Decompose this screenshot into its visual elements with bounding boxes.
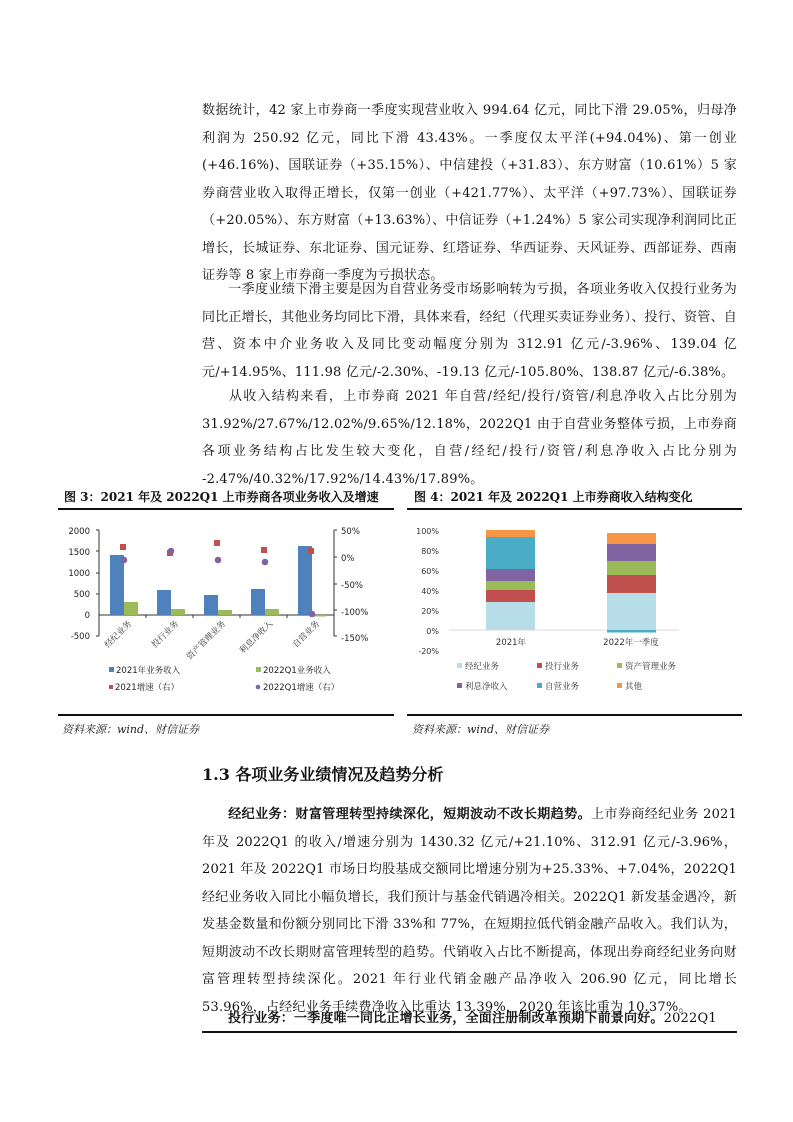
svg-text:资产管理业务: 资产管理业务: [184, 619, 229, 663]
paragraph-text: 2022Q1: [663, 1011, 717, 1026]
svg-text:2021增速（右）: 2021增速（右）: [115, 683, 180, 693]
svg-text:2022Q1业务收入: 2022Q1业务收入: [263, 666, 331, 676]
svg-text:0%: 0%: [341, 554, 355, 564]
svg-text:利息净收入: 利息净收入: [237, 619, 276, 657]
figure-3-top-rule: [58, 508, 394, 510]
svg-text:利息净收入: 利息净收入: [465, 682, 508, 692]
right-axis-labels: [341, 527, 368, 644]
svg-text:60%: 60%: [421, 567, 439, 576]
figure-4-legend: [457, 661, 677, 692]
figure-3-legend: [109, 665, 339, 693]
svg-text:-50%: -50%: [341, 581, 363, 591]
paragraph-market-overview: 数据统计，42 家上市券商一季度实现营业收入 994.64 亿元，同比下滑 29.05%，归母净利润为 250.92 亿元，同比下滑 43.43%。一季度仅太平洋(+94.04%)、第一创业(+46.16%)、国联证券（+35.15%）、中信建投（+31.83）、东方财富（10.61%）5 家券商营业收入取得正增长，仅第一创业（+421.77%）、太平洋（+97.73%）、国联证券（+20.05%）、东方财富（+13.63%）、中信证券（+1.24%）5 家公司实现净利润同比正增长，长城证券、东北证券、国元证券、红塔证券、华西证券、天风证券、西部证券、西南证券等 8 家上市券商一季度为亏损状态。: [202, 103, 737, 283]
y-axis-labels: [416, 527, 439, 656]
svg-text:资产管理业务: 资产管理业务: [625, 662, 677, 672]
svg-text:40%: 40%: [421, 587, 439, 596]
paragraph-revenue-structure: [202, 383, 737, 493]
svg-text:2000: 2000: [68, 527, 90, 537]
svg-text:80%: 80%: [421, 547, 439, 556]
paragraph-lead-bold: 投行业务：一季度唯一同比正增长业务，全面注册制改革预期下前景向好。: [228, 1011, 664, 1026]
figure-3-chart: [58, 520, 398, 705]
svg-text:2022年一季度: 2022年一季度: [603, 638, 659, 648]
svg-text:20%: 20%: [421, 607, 439, 616]
paragraph-text: 一季度业绩下滑主要是因为自营业务受市场影响转为亏损，各项业务收入仅投行业务为同比正增长，其他业务均同比下滑，具体来看，经纪（代理买卖证券业务）、投行、资管、自营、资本中介业务收入及同比变动幅度分别为 312.91 亿元/-3.96%、139.04 亿元/+14.95%、111.98 亿元/-2.30%、-19.13 亿元/-105.80%、138.87 亿元/-6.38%。: [202, 282, 737, 380]
svg-text:-150%: -150%: [341, 634, 369, 644]
figure-3-source: 资料来源：wind、财信证券: [62, 723, 200, 736]
paragraph-investment-banking: [202, 1005, 737, 1033]
figure-4-bottom-rule: [407, 714, 742, 716]
figure-3-title: 图 3：2021 年及 2022Q1 上市券商各项业务收入及增速: [64, 490, 379, 504]
figure-4-source: 资料来源：wind、财信证券: [412, 723, 550, 736]
svg-text:投行业务: 投行业务: [149, 619, 182, 651]
svg-text:2021年: 2021年: [495, 638, 527, 648]
svg-text:自营业务: 自营业务: [545, 682, 580, 692]
svg-text:0: 0: [84, 611, 90, 621]
left-axis-labels: [68, 527, 90, 642]
page-bottom-rule: [202, 1031, 737, 1033]
svg-text:1000: 1000: [68, 569, 90, 579]
svg-text:100%: 100%: [416, 527, 439, 536]
section-title: 1.3 各项业务业绩情况及趋势分析: [202, 765, 444, 784]
svg-text:-500: -500: [70, 632, 90, 642]
svg-text:2021年业务收入: 2021年业务收入: [116, 666, 181, 676]
x-axis-labels: [496, 637, 659, 648]
paragraph-text: 从收入结构来看，上市券商 2021 年自营/经纪/投行/资管/利息净收入占比分别为 31.92%/27.67%/12.02%/9.65%/12.18%，2022Q1 由于自营业务整体亏损，上市券商各项业务结构占比发生较大变化，自营/经纪/投行/资管/利息净收入占比分别为 -2.47%/40.32%/17.92%/14.43%/17.89%。: [202, 389, 737, 487]
svg-text:-100%: -100%: [341, 608, 369, 618]
svg-text:自营业务: 自营业务: [290, 619, 323, 651]
svg-text:0%: 0%: [426, 627, 439, 636]
svg-text:-20%: -20%: [418, 647, 439, 656]
svg-text:500: 500: [73, 590, 90, 600]
series-2022q1-revenue: [124, 602, 326, 617]
svg-text:2022Q1增速（右）: 2022Q1增速（右）: [263, 683, 340, 693]
series-2021-growth: [120, 540, 314, 556]
x-axis-labels: [102, 618, 322, 662]
svg-text:投行业务: 投行业务: [545, 662, 580, 672]
paragraph-text: 上市券商经纪业务 2021 年及 2022Q1 的收入/增速分别为 1430.32 亿元/+21.10%、312.91 亿元/-3.96%，2021 年及 2022Q1 市场日均股基成交额同比增速分别为+25.33%、+7.04%，2022Q1 经纪业务收入同比小幅负增长，我们预计与基金代销遇冷相关。2022Q1 新发基金遇冷，新发基金数量和份额分别同比下滑 33%和 77%，在短期拉低代销金融产品收入。我们认为，短期波动不改长期财富管理转型的趋势。代销收入占比不断提高，体现出券商经纪业务向财富管理转型持续深化。2021 年行业代销金融产品净收入 206.90 亿元，同比增长 53.96%，占经纪业务手续费净收入比重达 13.39%，2020 年该比重为 10.37%。: [202, 807, 737, 1015]
svg-text:50%: 50%: [341, 527, 360, 537]
bar-2021: [486, 530, 535, 630]
svg-text:经纪业务: 经纪业务: [102, 619, 135, 651]
paragraph-lead-bold: 经纪业务：财富管理转型持续深化，短期波动不改长期趋势。: [228, 807, 592, 822]
figure-3-bottom-rule: [58, 714, 394, 716]
paragraph-brokerage: [202, 801, 737, 1021]
paragraph-decline-reason: [202, 276, 737, 386]
bar-2022q1: [607, 533, 656, 633]
series-2021-revenue: [110, 546, 312, 615]
svg-text:1500: 1500: [68, 548, 90, 558]
figure-4-chart: [407, 520, 747, 705]
svg-text:经纪业务: 经纪业务: [465, 662, 500, 672]
svg-text:其他: 其他: [625, 682, 643, 692]
figure-4-title: 图 4：2021 年及 2022Q1 上市券商收入结构变化: [414, 490, 693, 504]
figure-4-top-rule: [407, 508, 742, 510]
